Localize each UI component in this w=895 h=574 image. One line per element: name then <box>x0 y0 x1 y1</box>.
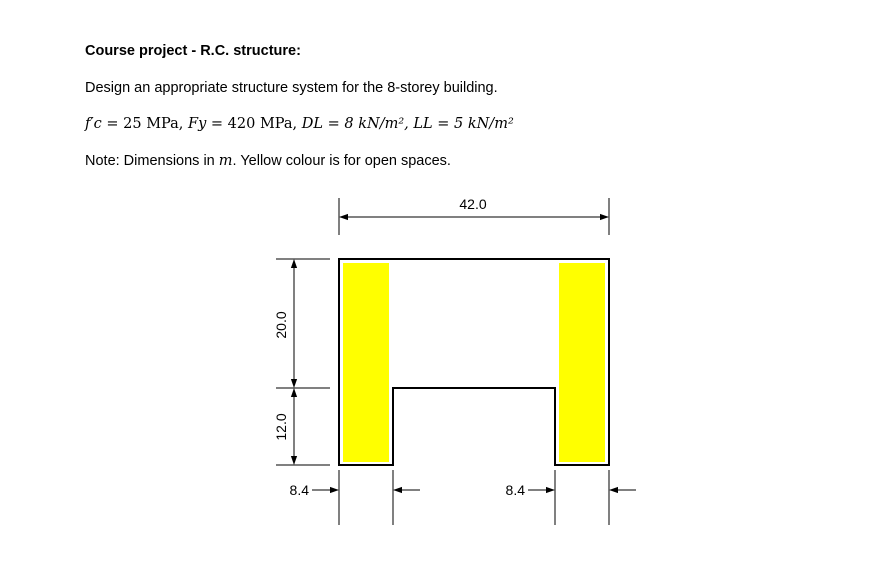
dim-label-width: 42.0 <box>459 196 487 212</box>
note-unit: m <box>218 153 233 169</box>
param-live-load: LL = 5 kN/m² <box>413 116 514 132</box>
note-prefix: Note: Dimensions in <box>85 153 219 169</box>
intro-text: Design an appropriate structure system for the 8-storey building. <box>85 80 498 96</box>
param-fc-symbol: f′c <box>85 116 102 132</box>
param-fc-value: = 25 MPa, <box>101 116 189 132</box>
open-space-right <box>559 263 605 462</box>
dim-label-lower-height: 12.0 <box>273 413 289 441</box>
page-title: Course project - R.C. structure: <box>85 43 301 59</box>
note-suffix: . Yellow colour is for open spaces. <box>232 153 451 169</box>
dim-label-left-leg: 8.4 <box>289 482 309 498</box>
open-space-left <box>343 263 389 462</box>
dim-label-right-leg: 8.4 <box>505 482 525 498</box>
param-fy-value: = 420 MPa, <box>206 116 302 132</box>
param-fy-symbol: Fy <box>188 116 207 132</box>
param-dead-load: DL = 8 kN/m², <box>301 116 414 132</box>
dim-label-upper-height: 20.0 <box>273 311 289 339</box>
